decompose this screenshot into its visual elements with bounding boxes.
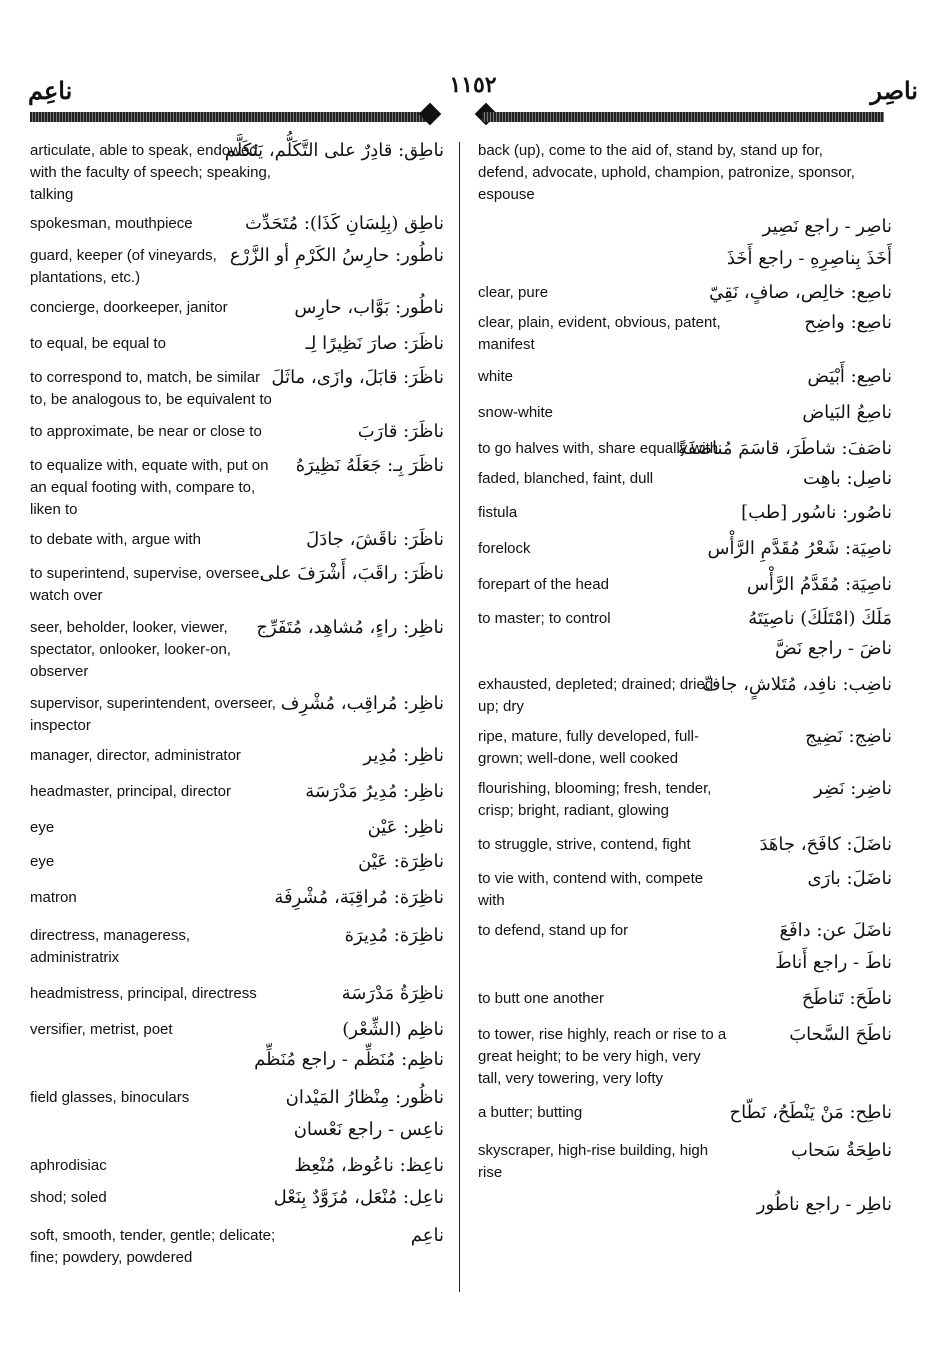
entry-arabic-headword: ناظِم: مُنَظِّم - راجع مُنَظِّم bbox=[254, 1049, 444, 1070]
entry-arabic-headword: ناطُور: بَوَّاب، حارِس bbox=[294, 297, 444, 318]
dictionary-entry bbox=[478, 724, 892, 770]
entry-arabic-headword: ناصِعُ البَياض bbox=[802, 402, 892, 423]
entry-english: to debate with, argue with bbox=[30, 531, 201, 548]
dictionary-entry bbox=[30, 453, 444, 521]
dictionary-entry bbox=[478, 280, 892, 304]
entry-english: clear, pure bbox=[478, 284, 549, 301]
dictionary-entry bbox=[30, 743, 444, 767]
dictionary-entry bbox=[30, 1047, 444, 1073]
dictionary-entry bbox=[30, 615, 444, 683]
dictionary-entry bbox=[478, 866, 892, 912]
entry-arabic-headword: ناصِع: خالِص، صافٍ، نَقِيّ bbox=[709, 282, 892, 303]
entry-english: snow-white bbox=[478, 404, 554, 421]
dictionary-entry bbox=[30, 243, 444, 289]
entry-arabic-headword: ناصُور: ناسُور [طب] bbox=[741, 502, 892, 523]
entry-arabic-headword: مَلَكَ (امْتَلَكَ) ناصِيَتَهُ bbox=[748, 608, 892, 629]
dictionary-entry bbox=[30, 331, 444, 355]
dictionary-entry bbox=[30, 923, 444, 969]
dictionary-entry bbox=[478, 572, 892, 596]
entry-english: a butter; butting bbox=[478, 1104, 583, 1121]
dictionary-entry bbox=[30, 211, 444, 235]
entry-arabic-headword: ناطَحَ السَّحابَ bbox=[789, 1024, 892, 1045]
entry-english: exhausted, depleted; drained; dried up; dry bbox=[478, 676, 714, 715]
entry-arabic-headword: ناضِج: نَضِيج bbox=[805, 726, 892, 747]
dictionary-entry bbox=[30, 849, 444, 873]
entry-arabic-headword: ناعِظ: ناعُوظ، مُنْعِظ bbox=[294, 1155, 444, 1176]
page-number: ١١٥٢ bbox=[449, 72, 497, 98]
entry-arabic-headword: ناضَلَ: كافَحَ، جاهَدَ bbox=[759, 834, 892, 855]
dictionary-entry bbox=[478, 918, 892, 942]
entry-arabic-headword: ناصِع: أَبْيَض bbox=[807, 366, 892, 387]
entry-english: headmistress, principal, directress bbox=[30, 985, 257, 1002]
dictionary-entry bbox=[30, 1185, 444, 1209]
entry-english: back (up), come to the aid of, stand by, stand up for, defend, advocate, uphold, champion, patronize, sponsor, espouse bbox=[478, 142, 855, 203]
entry-arabic-headword: ناظَرَ بِـ: جَعَلَهُ نَظِيرَهُ bbox=[295, 455, 444, 476]
entry-arabic-headword: ناظَرَ: ناقَشَ، جادَلَ bbox=[306, 529, 444, 550]
entry-english: supervisor, superintendent, overseer, inspector bbox=[30, 695, 276, 734]
column-divider bbox=[459, 142, 460, 1292]
entry-arabic-headword: ناصِل: باهِت bbox=[803, 468, 892, 489]
entry-english: to vie with, contend with, compete with bbox=[478, 870, 704, 909]
entry-english: to master; to control bbox=[478, 610, 611, 627]
dictionary-entry bbox=[478, 214, 892, 240]
dictionary-entry bbox=[30, 527, 444, 551]
entry-english: field glasses, binoculars bbox=[30, 1089, 190, 1106]
entry-arabic-headword: ناعِم bbox=[410, 1225, 444, 1246]
entry-english: matron bbox=[30, 889, 77, 906]
entry-english: to correspond to, match, be similar to, be analogous to, be equivalent to bbox=[30, 369, 272, 408]
entry-arabic-headword: ناصِع: واضِح bbox=[804, 312, 892, 333]
dictionary-entry bbox=[478, 1192, 892, 1218]
entry-english: fistula bbox=[478, 504, 518, 521]
entry-english: faded, blanched, faint, dull bbox=[478, 470, 654, 487]
guide-word-left: ناعِم bbox=[28, 76, 73, 105]
entry-english: to struggle, strive, contend, fight bbox=[478, 836, 691, 853]
entry-arabic-headword: ناطِحَةُ سَحاب bbox=[791, 1140, 892, 1161]
entry-english: directress, manageress, administratrix bbox=[30, 927, 191, 966]
entry-arabic-headword: ناطَحَ: تَناطَحَ bbox=[801, 988, 892, 1009]
dictionary-entry bbox=[30, 138, 444, 206]
entry-english: white bbox=[478, 368, 514, 385]
entry-english: to approximate, be near or close to bbox=[30, 423, 262, 440]
dictionary-entry bbox=[478, 1100, 892, 1124]
entry-english: to defend, stand up for bbox=[478, 922, 629, 939]
entry-english: guard, keeper (of vineyards, plantations, etc.) bbox=[30, 247, 217, 286]
dictionary-entry bbox=[30, 815, 444, 839]
entry-english: clear, plain, evident, obvious, patent, manifest bbox=[478, 314, 721, 353]
dictionary-entry bbox=[478, 986, 892, 1010]
dictionary-entry bbox=[478, 1138, 892, 1184]
dictionary-entry bbox=[30, 295, 444, 319]
entry-arabic-headword: ناظِر: مُدِير bbox=[363, 745, 444, 766]
dictionary-entry bbox=[478, 246, 892, 272]
left-column bbox=[30, 138, 444, 1269]
entry-arabic-headword: ناعِس - راجع نَعْسان bbox=[293, 1119, 444, 1140]
dictionary-entry bbox=[30, 365, 444, 411]
dictionary-entry bbox=[30, 419, 444, 443]
entry-arabic-headword: ناظَرَ: قارَبَ bbox=[357, 421, 444, 442]
entry-english: to tower, rise highly, reach or rise to a great height; to be very high, very tall, very towering, very lofty bbox=[478, 1026, 727, 1087]
entry-arabic-headword: ناضِر: نَضِر bbox=[813, 778, 892, 799]
dictionary-entry bbox=[30, 1223, 444, 1269]
dictionary-entry bbox=[30, 885, 444, 909]
dictionary-entry bbox=[478, 138, 892, 206]
entry-english: headmaster, principal, director bbox=[30, 783, 231, 800]
entry-english: flourishing, blooming; fresh, tender, crisp; bright, radiant, glowing bbox=[478, 780, 712, 819]
entry-english: versifier, metrist, poet bbox=[30, 1021, 173, 1038]
right-column bbox=[478, 138, 892, 1218]
dictionary-entry bbox=[30, 779, 444, 803]
entry-arabic-headword: ناضَ - راجع نَضَّ bbox=[775, 638, 892, 659]
entry-english: shod; soled bbox=[30, 1189, 107, 1206]
header-rule-right bbox=[482, 112, 884, 122]
entry-arabic-headword: ناصَفَ: شاطَرَ، قاسَمَ مُناصَفَةً bbox=[677, 438, 892, 459]
entry-english: to equal, be equal to bbox=[30, 335, 166, 352]
dictionary-entry bbox=[478, 832, 892, 856]
entry-arabic-headword: ناظِرَةُ مَدْرَسَة bbox=[341, 983, 444, 1004]
entry-arabic-headword: ناطَ - راجع أَناطَ bbox=[775, 952, 892, 973]
entry-arabic-headword: ناظِرَة: مُراقِبَة، مُشْرِفَة bbox=[274, 887, 444, 908]
dictionary-entry bbox=[30, 981, 444, 1005]
entry-english: forepart of the head bbox=[478, 576, 609, 593]
entry-english: soft, smooth, tender, gentle; delicate; fine; powdery, powdered bbox=[30, 1227, 276, 1266]
entry-arabic-headword: ناظِر: مُدِيرُ مَدْرَسَة bbox=[305, 781, 444, 802]
dictionary-entry bbox=[478, 776, 892, 822]
entry-english: spokesman, mouthpiece bbox=[30, 215, 193, 232]
dictionary-entry bbox=[478, 400, 892, 424]
entry-arabic-headword: ناطِر - راجع ناطُور bbox=[756, 1194, 892, 1215]
entry-arabic-headword: ناطُور: حارِسُ الكَرْمِ أو الزَّرْع bbox=[229, 245, 444, 266]
entry-english: skyscraper, high-rise building, high rise bbox=[478, 1142, 709, 1181]
entry-arabic-headword: ناظِر: عَيْن bbox=[367, 817, 444, 838]
entry-arabic-headword: ناضَلَ عن: دافَعَ bbox=[779, 920, 892, 941]
header-rule-left bbox=[30, 112, 428, 122]
entry-arabic-headword: ناظِم (الشِّعْر) bbox=[342, 1019, 444, 1040]
entry-arabic-headword: ناضَلَ: بارَى bbox=[807, 868, 892, 889]
entry-english: seer, beholder, looker, viewer, spectator, onlooker, looker-on, observer bbox=[30, 619, 231, 680]
entry-english: eye bbox=[30, 819, 55, 836]
entry-english: manager, director, administrator bbox=[30, 747, 241, 764]
entry-arabic-headword: ناظِرَة: مُدِيرَة bbox=[344, 925, 444, 946]
dictionary-entry bbox=[478, 436, 892, 460]
entry-arabic-headword: ناظُور: مِنْظارُ المَيْدان bbox=[285, 1087, 444, 1108]
entry-arabic-headword: ناضِب: نافِد، مُتَلاشٍ، جافّ bbox=[702, 674, 892, 695]
entry-english: to butt one another bbox=[478, 990, 604, 1007]
entry-arabic-headword: ناصِر - راجع نَصِير bbox=[762, 216, 892, 237]
entry-english: articulate, able to speak, endowed with the faculty of speech; speaking, talking bbox=[30, 142, 271, 203]
dictionary-entry bbox=[478, 636, 892, 662]
entry-arabic-headword: ناظِرَة: عَيْن bbox=[358, 851, 444, 872]
entry-english: aphrodisiac bbox=[30, 1157, 107, 1174]
entry-english: ripe, mature, fully developed, full-grown; well-done, well cooked bbox=[478, 728, 699, 767]
dictionary-entry bbox=[478, 1022, 892, 1090]
dictionary-entry bbox=[30, 1085, 444, 1109]
entry-arabic-headword: ناظَرَ: قابَلَ، وازَى، ماثَلَ bbox=[271, 367, 444, 388]
entry-arabic-headword: ناصِيَة: مُقَدَّمُ الرَّأْس bbox=[746, 574, 892, 595]
dictionary-entry bbox=[478, 672, 892, 718]
entry-english: eye bbox=[30, 853, 55, 870]
entry-arabic-headword: ناظِر: راءٍ، مُشاهِد، مُتَفَرِّج bbox=[256, 617, 444, 638]
entry-arabic-headword: ناظَرَ: صارَ نَظِيرًا لِـ bbox=[305, 333, 444, 354]
dictionary-entry bbox=[478, 950, 892, 976]
dictionary-entry bbox=[478, 310, 892, 356]
entry-english: forelock bbox=[478, 540, 531, 557]
entry-arabic-headword: ناظِر: مُراقِب، مُشْرِف bbox=[280, 693, 444, 714]
dictionary-entry bbox=[30, 1153, 444, 1177]
entry-arabic-headword: ناظَرَ: راقَبَ، أَشْرَفَ على bbox=[259, 563, 444, 584]
dictionary-entry bbox=[30, 691, 444, 737]
entry-english: to superintend, supervise, oversee, watch over bbox=[30, 565, 264, 604]
dictionary-entry bbox=[30, 1017, 444, 1041]
dictionary-entry bbox=[478, 500, 892, 524]
dictionary-entry bbox=[478, 536, 892, 560]
dictionary-entry bbox=[30, 561, 444, 607]
entry-arabic-headword: ناطِق: قادِرٌ على التَّكَلُّم، يَتَكَلَّم bbox=[224, 140, 444, 161]
dictionary-entry bbox=[478, 606, 892, 630]
entry-arabic-headword: ناصِيَة: شَعْرُ مُقَدَّمِ الرَّأْس bbox=[707, 538, 892, 559]
entry-arabic-headword: ناطِح: مَنْ يَنْطَحُ، نَطّاح bbox=[729, 1102, 892, 1123]
entry-english: to equalize with, equate with, put on an equal footing with, compare to, liken to bbox=[30, 457, 269, 518]
entry-english: to go halves with, share equally with bbox=[478, 440, 719, 457]
dictionary-entry bbox=[478, 364, 892, 388]
entry-arabic-headword: أَخَذَ بِناصِرِهِ - راجع أَخَذَ bbox=[726, 248, 892, 269]
guide-word-right: ناصِر bbox=[870, 76, 918, 105]
entry-arabic-headword: ناطِق (بِلِسَانِ كَذَا): مُتَحَدِّث bbox=[245, 213, 444, 234]
dictionary-entry bbox=[30, 1117, 444, 1143]
dictionary-entry bbox=[478, 466, 892, 490]
entry-arabic-headword: ناعِل: مُنْعَل، مُزَوَّدٌ بِنَعْل bbox=[273, 1187, 444, 1208]
entry-english: concierge, doorkeeper, janitor bbox=[30, 299, 228, 316]
